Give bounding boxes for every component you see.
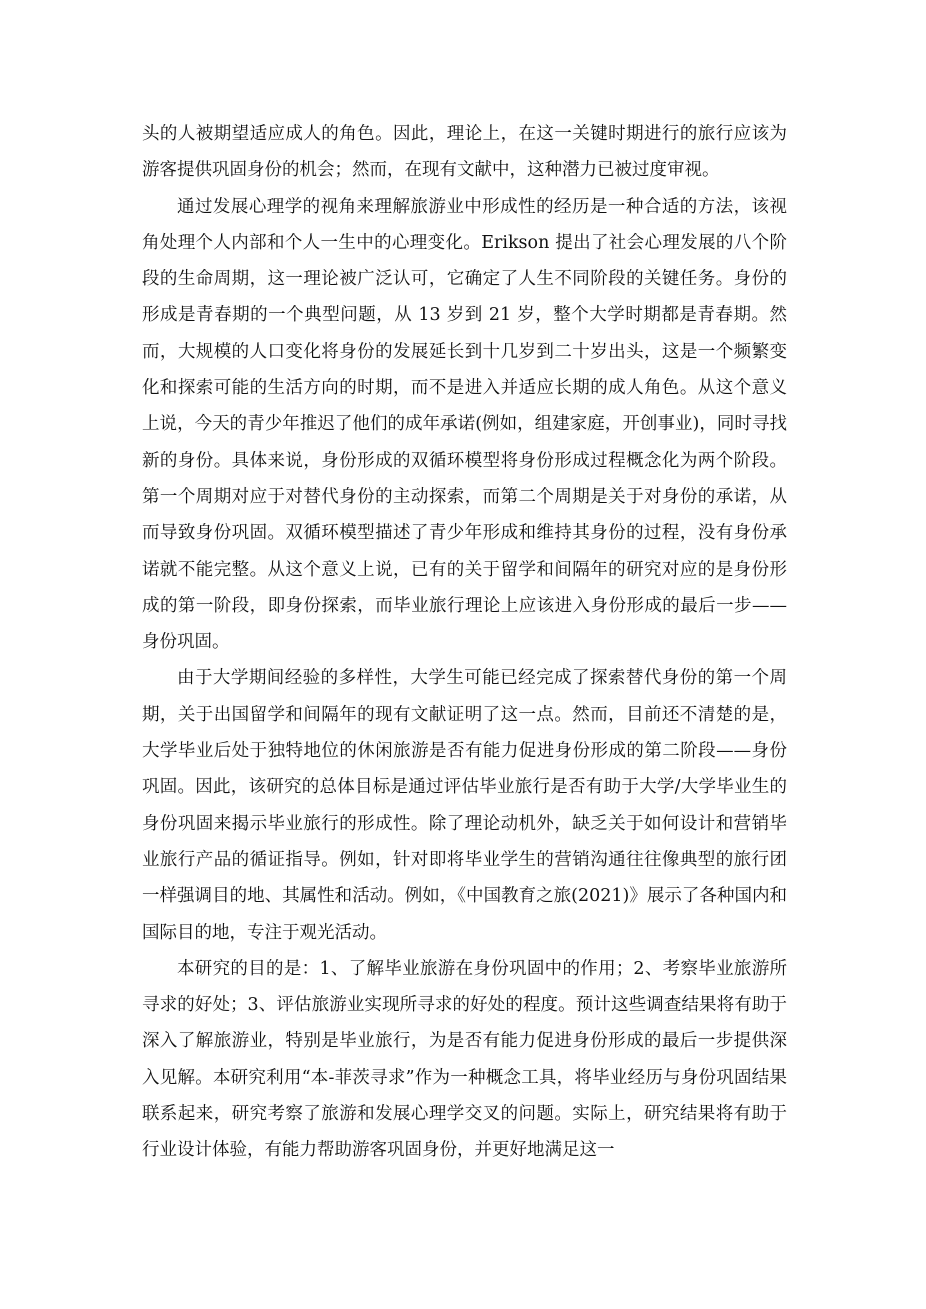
paragraph-research-objectives: 本研究的目的是：1、了解毕业旅游在身份巩固中的作用；2、考察毕业旅游所寻求的好处；3、评估旅游业实现所寻求的好处的程度。预计这些调查结果将有助于深入了解旅游业，特别是毕业旅行，为是否有能力促进身份形成的最后一步提供深入见解。本研究利用“本-菲茨寻求”作为一种概念工具，将毕业经历与身份巩固结果联系起来，研究考察了旅游和发展心理学交叉的问题。实际上，研究结果将有助于行业设计体验，有能力帮助游客巩固身份，并更好地满足这一 (142, 958, 787, 1161)
document-body (142, 116, 787, 1169)
paragraph-research-gap: 由于大学期间经验的多样性，大学生可能已经完成了探索替代身份的第一个周期，关于出国留学和间隔年的现有文献证明了这一点。然而，目前还不清楚的是，大学毕业后处于独特地位的休闲旅游是否有能力促进身份形成的第二阶段——身份巩固。因此，该研究的总体目标是通过评估毕业旅行是否有助于大学/大学毕业生的身份巩固来揭示毕业旅行的形成性。除了理论动机外，缺乏关于如何设计和营销毕业旅行产品的循证指导。例如，针对即将毕业学生的营销沟通往往像典型的旅行团一样强调目的地、其属性和活动。例如，《中国教育之旅(2021)》展示了各种国内和国际目的地，专注于观光活动。 (142, 668, 787, 943)
paragraph-developmental-psychology: 通过发展心理学的视角来理解旅游业中形成性的经历是一种合适的方法，该视角处理个人内部和个人一生中的心理变化。Erikson 提出了社会心理发展的八个阶段的生命周期，这一理论被广泛认可，它确定了人生不同阶段的关键任务。身份的形成是青春期的一个典型问题，从 13 岁到 21 岁，整个大学时期都是青春期。然而，大规模的人口变化将身份的发展延长到十几岁到二十岁出头，这是一个频繁变化和探索可能的生活方向的时期，而不是进入并适应长期的成人角色。从这个意义上说，今天的青少年推迟了他们的成年承诺(例如，组建家庭，开创事业)，同时寻找新的身份。具体来说，身份形成的双循环模型将身份形成过程概念化为两个阶段。第一个周期对应于对替代身份的主动探索，而第二个周期是关于对身份的承诺，从而导致身份巩固。双循环模型描述了青少年形成和维持其身份的过程，没有身份承诺就不能完整。从这个意义上说，已有的关于留学和间隔年的研究对应的是身份形成的第一阶段，即身份探索，而毕业旅行理论上应该进入身份形成的最后一步——身份巩固。 (142, 196, 787, 653)
paragraph-continuation: 头的人被期望适应成人的角色。因此，理论上，在这一关键时期进行的旅行应该为游客提供巩固身份的机会；然而，在现有文献中，这种潜力已被过度审视。 (142, 124, 787, 181)
